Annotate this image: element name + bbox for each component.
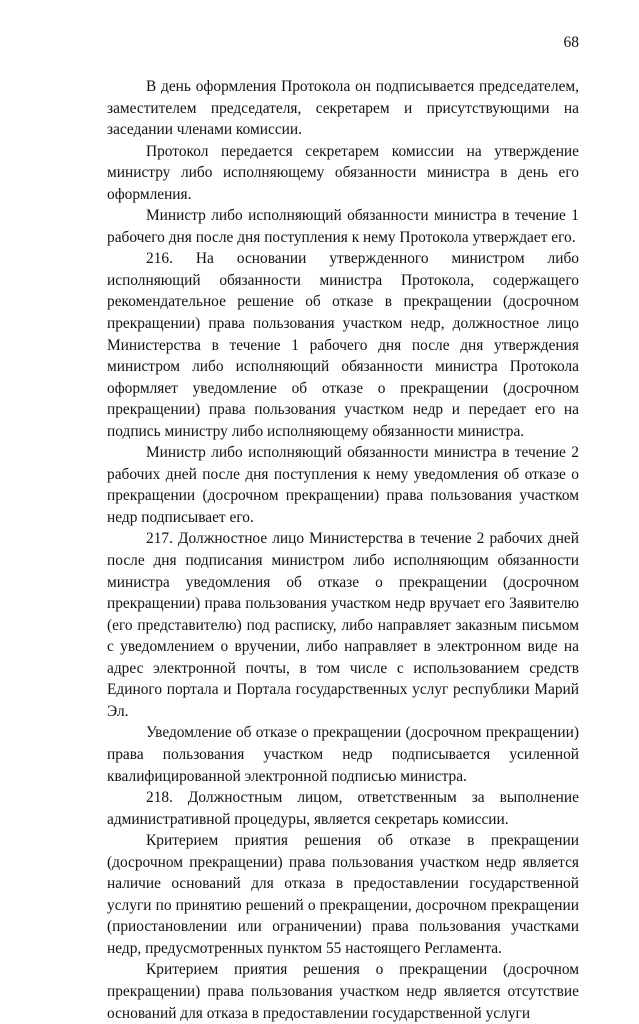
paragraph-electronic-signature: Уведомление об отказе о прекращении (досрочном прекращении) права пользования участком недр подписывается усиленной квалифицированной электронной подписью министра.: [107, 724, 579, 785]
paragraph-signing: В день оформления Протокола он подписывается председателем, заместителем председателя, секретарем и присутствующими на заседании членами комиссии.: [107, 78, 579, 139]
paragraph-item-218: 218. Должностным лицом, ответственным за выполнение административной процедуры, является секретарь комиссии.: [107, 789, 579, 828]
paragraph-termination-criterion: Критерием приятия решения о прекращении (досрочном прекращении) права пользования участком недр является отсутствие оснований для отказа в предоставлении государственной услуги: [107, 961, 579, 1022]
paragraph-notice-signing: Министр либо исполняющий обязанности министра в течение 2 рабочих дней после дня поступления к нему уведомления об отказе о прекращении (досрочном прекращении) права пользования участком недр подписывает его.: [107, 444, 579, 526]
page-number: 68: [563, 34, 579, 51]
paragraph-protocol-transfer: Протокол передается секретарем комиссии на утверждение министру либо исполняющему обязанности министра в день его оформления.: [107, 142, 579, 203]
paragraph-refusal-criterion: Критерием приятия решения об отказе в прекращении (досрочном прекращении) права пользования участком недр является наличие оснований для отказа в предоставлении государственной услуги по принятию решений о прекращении, досрочном прекращении (приостановлении или ограничении) права пользования участками недр, предусмотренных пунктом 55 настоящего Регламента.: [107, 832, 579, 957]
document-body: [107, 76, 579, 1024]
paragraph-protocol-approval: Министр либо исполняющий обязанности министра в течение 1 рабочего дня после дня поступления к нему Протокола утверждает его.: [107, 207, 579, 246]
paragraph-item-216: 216. На основании утвержденного министром либо исполняющий обязанности министра Протокола, содержащего рекомендательное решение об отказе в прекращении (досрочном прекращении) права пользования участком недр, должностное лицо Министерства в течение 1 рабочего дня после дня утверждения министром либо исполняющий обязанности министра Протокола оформляет уведомление об отказе о прекращении (досрочном прекращении) права пользования участком недр и передает его на подпись министру либо исполняющему обязанности министра.: [107, 250, 579, 440]
paragraph-item-217: 217. Должностное лицо Министерства в течение 2 рабочих дней после дня подписания министром либо исполняющим обязанности министра уведомления об отказе о прекращении (досрочном прекращении) права пользования участком недр вручает его Заявителю (его представителю) под расписку, либо направляет заказным письмом с уведомлением о вручении, либо направляет в электронном виде на адрес электронной почты, в том числе с использованием средств Единого портала и Портала государственных услуг республики Марий Эл.: [107, 530, 579, 720]
